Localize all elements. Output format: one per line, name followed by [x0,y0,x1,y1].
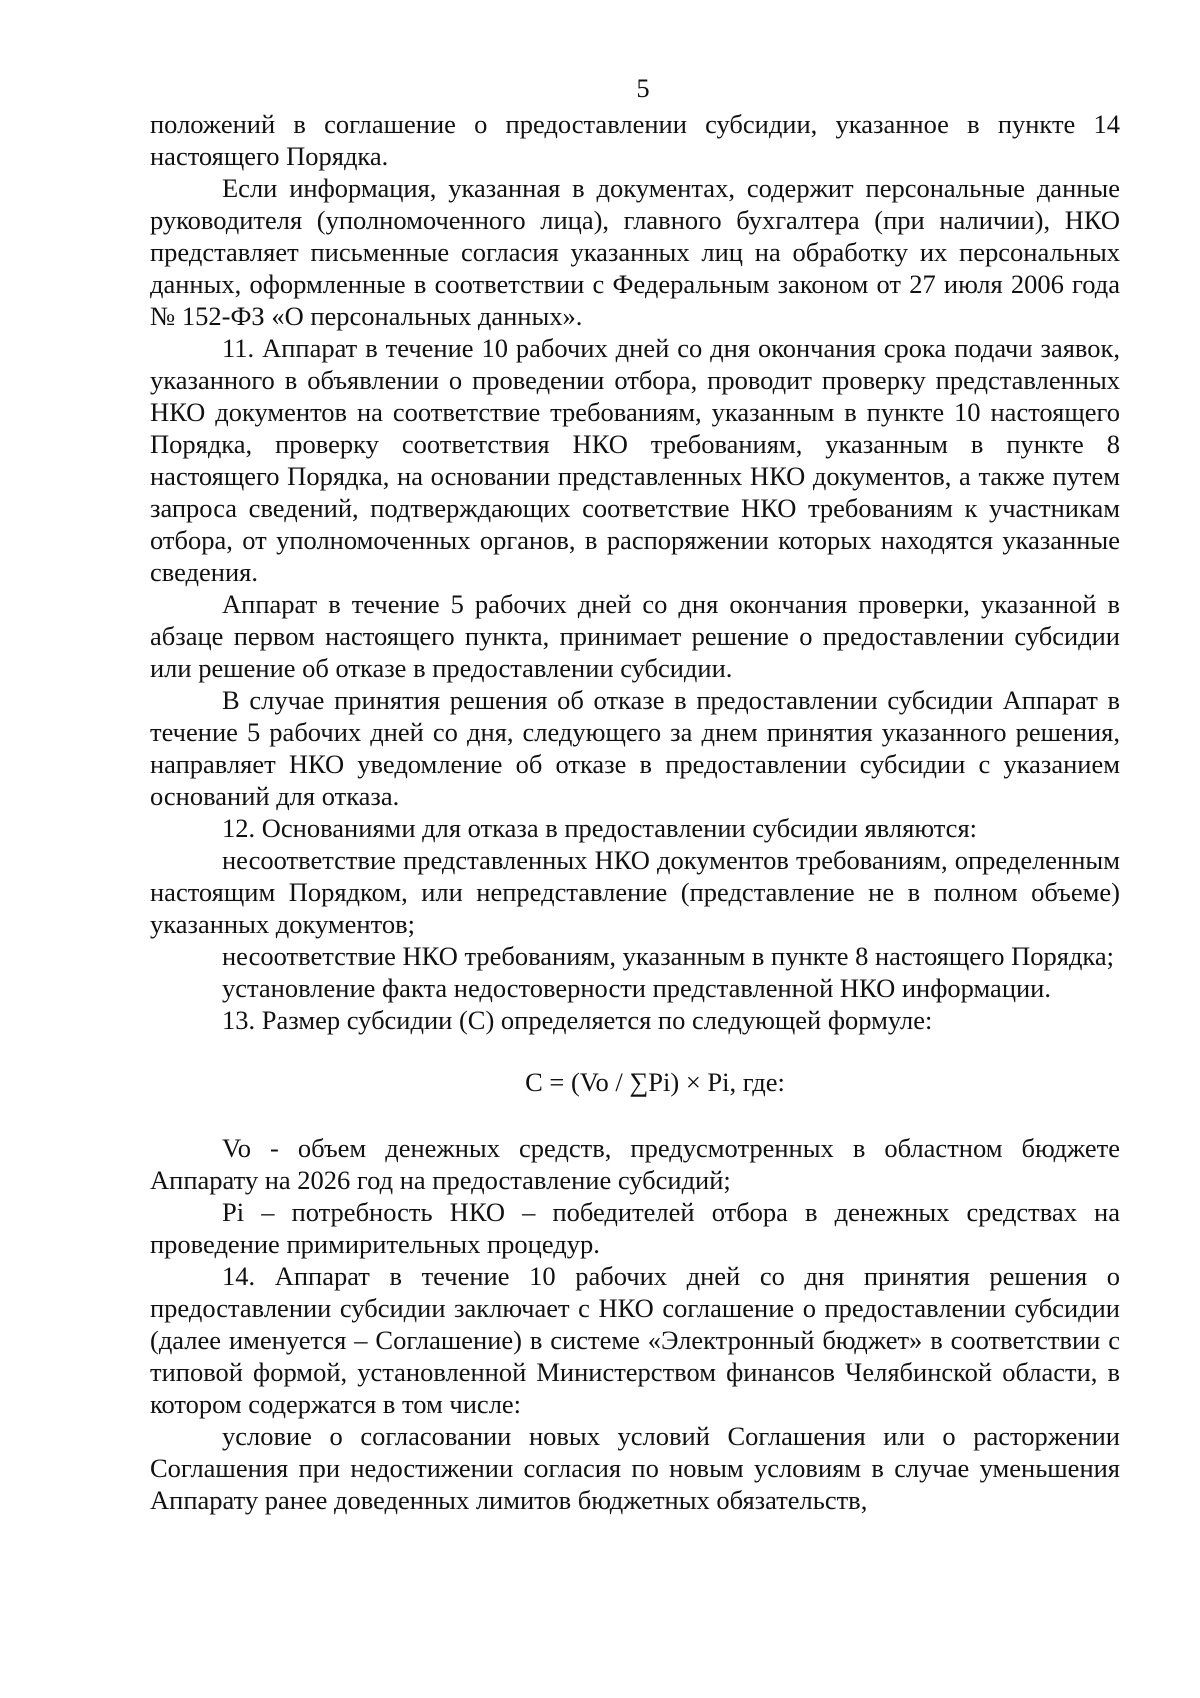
page-number: 5 [636,73,650,103]
list-item: установление факта недостоверности представленной НКО информации. [222,973,1051,1003]
paragraph: Pi – потребность НКО – победителей отбора в денежных средствах на проведение примирительных процедур. [150,1197,1120,1259]
paragraph: Vo - объем денежных средств, предусмотренных в областном бюджете Аппарату на 2026 год на предоставление субсидий; [150,1133,1120,1195]
list-item: несоответствие НКО требованиям, указанным в пункте 8 настоящего Порядка; [222,941,1115,971]
paragraph: положений в соглашение о предоставлении субсидии, указанное в пункте 14 настоящего Порядка. [150,109,1120,171]
paragraph: В случае принятия решения об отказе в предоставлении субсидии Аппарат в течение 5 рабочих дней со дня, следующего за днем принятия указанного решения, направляет НКО уведомление об отказе в предоставлении субсидии с указанием оснований для отказа. [150,685,1120,811]
paragraph: 12. Основаниями для отказа в предоставлении субсидии являются: [222,813,977,843]
list-item: несоответствие представленных НКО документов требованиям, определенным настоящим Порядком, или непредставление (представление не в полном объеме) указанных документов; [150,845,1120,939]
paragraph: Аппарат в течение 5 рабочих дней со дня окончания проверки, указанной в абзаце первом настоящего пункта, принимает решение о предоставлении субсидии или решение об отказе в предоставлении субсидии. [150,589,1120,683]
paragraph: условие о согласовании новых условий Соглашения или о расторжении Соглашения при недостижении согласия по новым условиям в случае уменьшения Аппарату ранее доведенных лимитов бюджетных обязательств, [150,1421,1120,1515]
paragraph: Если информация, указанная в документах, содержит персональные данные руководителя (уполномоченного лица), главного бухгалтера (при наличии), НКО представляет письменные согласия указанных лиц на обработку их персональных данных, оформленные в соответствии с Федеральным законом от 27 июля 2006 года № 152-ФЗ «О персональных данных». [150,173,1120,331]
subsidy-formula: С = (Vo / ∑Pi) × Pi, где: [525,1067,785,1097]
paragraph: 11. Аппарат в течение 10 рабочих дней со дня окончания срока подачи заявок, указанного в объявлении о проведении отбора, проводит проверку представленных НКО документов на соответствие требованиям, указанным в пункте 10 настоящего Порядка, проверку соответствия НКО требованиям, указанным в пункте 8 настоящего Порядка, на основании представленных НКО документов, а также путем запроса сведений, подтверждающих соответствие НКО требованиям к участникам отбора, от уполномоченных органов, в распоряжении которых находятся указанные сведения. [150,333,1120,587]
paragraph: 13. Размер субсидии (С) определяется по следующей формуле: [222,1005,933,1035]
paragraph: 14. Аппарат в течение 10 рабочих дней со дня принятия решения о предоставлении субсидии заключает с НКО соглашение о предоставлении субсидии (далее именуется – Соглашение) в системе «Электронный бюджет» в соответствии с типовой формой, установленной Министерством финансов Челябинской области, в котором содержатся в том числе: [150,1261,1120,1419]
